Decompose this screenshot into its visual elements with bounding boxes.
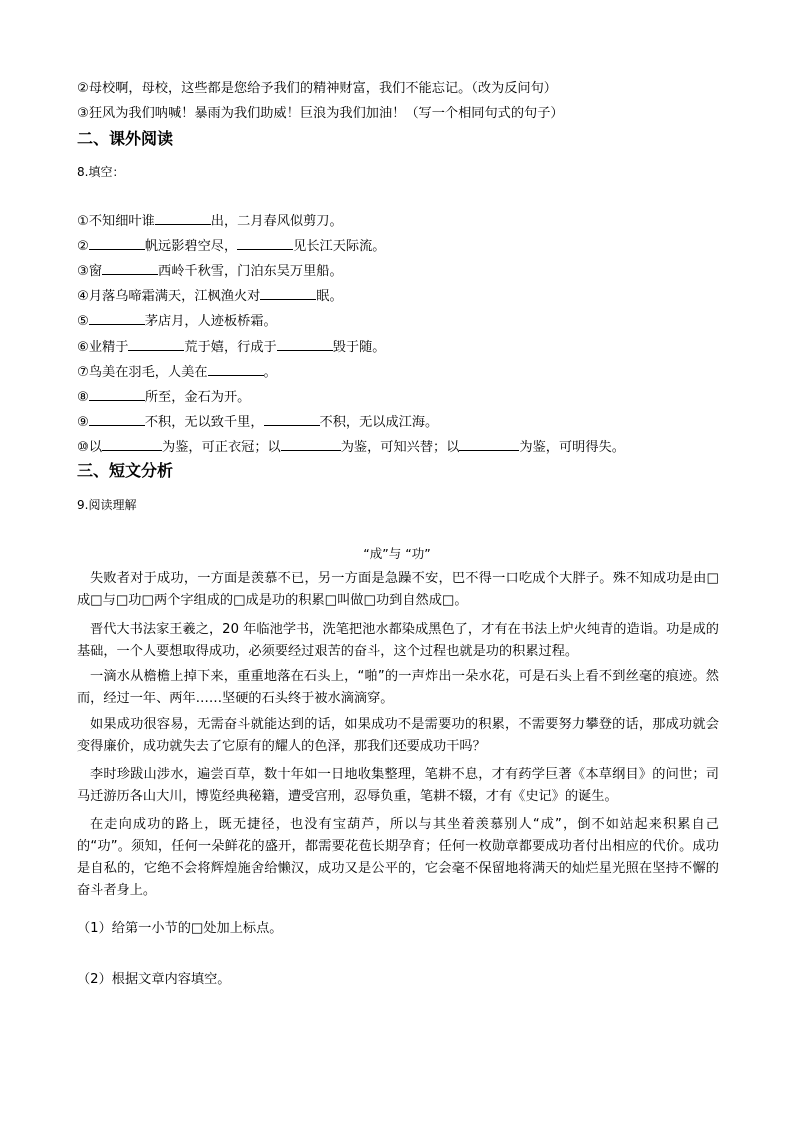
answer-blank[interactable]: [237, 237, 293, 250]
fill-item-7: ⑦鸟美在羽毛，人美在 。: [77, 365, 277, 380]
sub-question-1: （1）给第一小节的□处加上标点。: [77, 921, 283, 936]
answer-blank[interactable]: [281, 438, 341, 451]
answer-blank[interactable]: [89, 388, 145, 401]
question-line-2: ②母校啊，母校，这些都是您给予我们的精神财富，我们不能忘记。（改为反问句）: [77, 81, 557, 96]
fill-item-2: ② 帆远影碧空尽， 见长江天际流。: [77, 239, 386, 254]
article-paragraph-2: 晋代大书法家王羲之，20 年临池学书，洗笔把池水都染成黑色了，才有在书法上炉火纯青的造诣。功是成的基础，一个人要想取得成功，必须要经过艰苦的奋斗，这个过程也就是功的积累过程。: [77, 622, 719, 659]
answer-blank[interactable]: [128, 338, 184, 351]
section-heading-reading: 二、课外阅读: [77, 129, 174, 148]
fill-item-8: ⑧ 所至，金石为开。: [77, 390, 251, 405]
answer-blank[interactable]: [208, 363, 264, 376]
fill-item-4: ④月落乌啼霜满天，江枫渔火对 眠。: [77, 289, 343, 304]
article-paragraph-5: 李时珍跋山涉水，遍尝百草，数十年如一日地收集整理，笔耕不息，才有药学巨著《本草纲目》的问世；司马迁游历各山大川，博览经典秘籍，遭受宫刑，忍辱负重，笔耕不辍，才有《史记》的诞生。: [77, 767, 719, 804]
answer-blank[interactable]: [155, 212, 211, 225]
answer-blank[interactable]: [89, 413, 145, 426]
question-9-label: 9.阅读理解: [77, 498, 137, 512]
answer-blank[interactable]: [264, 413, 320, 426]
fill-item-1: ①不知细叶谁 出，二月春风似剪刀。: [77, 214, 343, 229]
answer-blank[interactable]: [277, 338, 333, 351]
article-paragraph-4: 如果成功很容易，无需奋斗就能达到的话，如果成功不是需要功的积累，不需要努力攀登的话，那成功就会变得廉价，成功就失去了它原有的耀人的色泽，那我们还要成功干吗？: [77, 717, 719, 754]
section-heading-analysis: 三、短文分析: [77, 461, 174, 480]
fill-item-10: ⑩以 为鉴，可正衣冠；以 为鉴，可知兴替；以 为鉴，可明得失。: [77, 440, 625, 455]
fill-item-3: ③窗 西岭千秋雪，门泊东吴万里船。: [77, 264, 343, 279]
question-line-3: ③狂风为我们呐喊！暴雨为我们助威！巨浪为我们加油！（写一个相同句式的句子）: [77, 106, 564, 121]
answer-blank[interactable]: [260, 287, 316, 300]
article-title: “成”与 “功”: [363, 546, 431, 561]
answer-blank[interactable]: [102, 438, 162, 451]
answer-blank[interactable]: [89, 237, 145, 250]
answer-blank[interactable]: [102, 262, 158, 275]
article-paragraph-6: 在走向成功的路上，既无捷径，也没有宝葫芦，所以与其坐着羡慕别人“成”，倒不如站起来积累自己的“功”。须知，任何一朵鲜花的盛开，都需要花苞长期孕育；任何一枚勋章都要成功者付出相应的代价。成功是自私的，它绝不会将辉煌施舍给懒汉，成功又是公平的，它会毫不保留地将满天的灿烂星光照在坚持不懈的奋斗者身上。: [77, 817, 719, 898]
article-paragraph-1: 失败者对于成功，一方面是羡慕不已，另一方面是急躁不安，巴不得一口吃成个大胖子。殊不知成功是由□成□与□功□两个字组成的□成是功的积累□叫做□功到自然成□。: [77, 571, 719, 608]
fill-item-9: ⑨ 不积，无以致千里， 不积，无以成江海。: [77, 415, 439, 430]
sub-question-2: （2）根据文章内容填空。: [77, 972, 231, 987]
fill-item-5: ⑤ 茅店月，人迹板桥霜。: [77, 314, 277, 329]
article-paragraph-3: 一滴水从檐檐上掉下来，重重地落在石头上，“啪”的一声炸出一朵水花，可是石头上看不到丝毫的痕迹。然而，经过一年、两年……坚硬的石头终于被水滴滴穿。: [77, 669, 719, 706]
fill-item-6: ⑥业精于 荒于嬉，行成于 毁于随。: [77, 340, 386, 355]
question-8-label: 8.填空：: [77, 165, 125, 179]
answer-blank[interactable]: [89, 312, 145, 325]
answer-blank[interactable]: [459, 438, 519, 451]
